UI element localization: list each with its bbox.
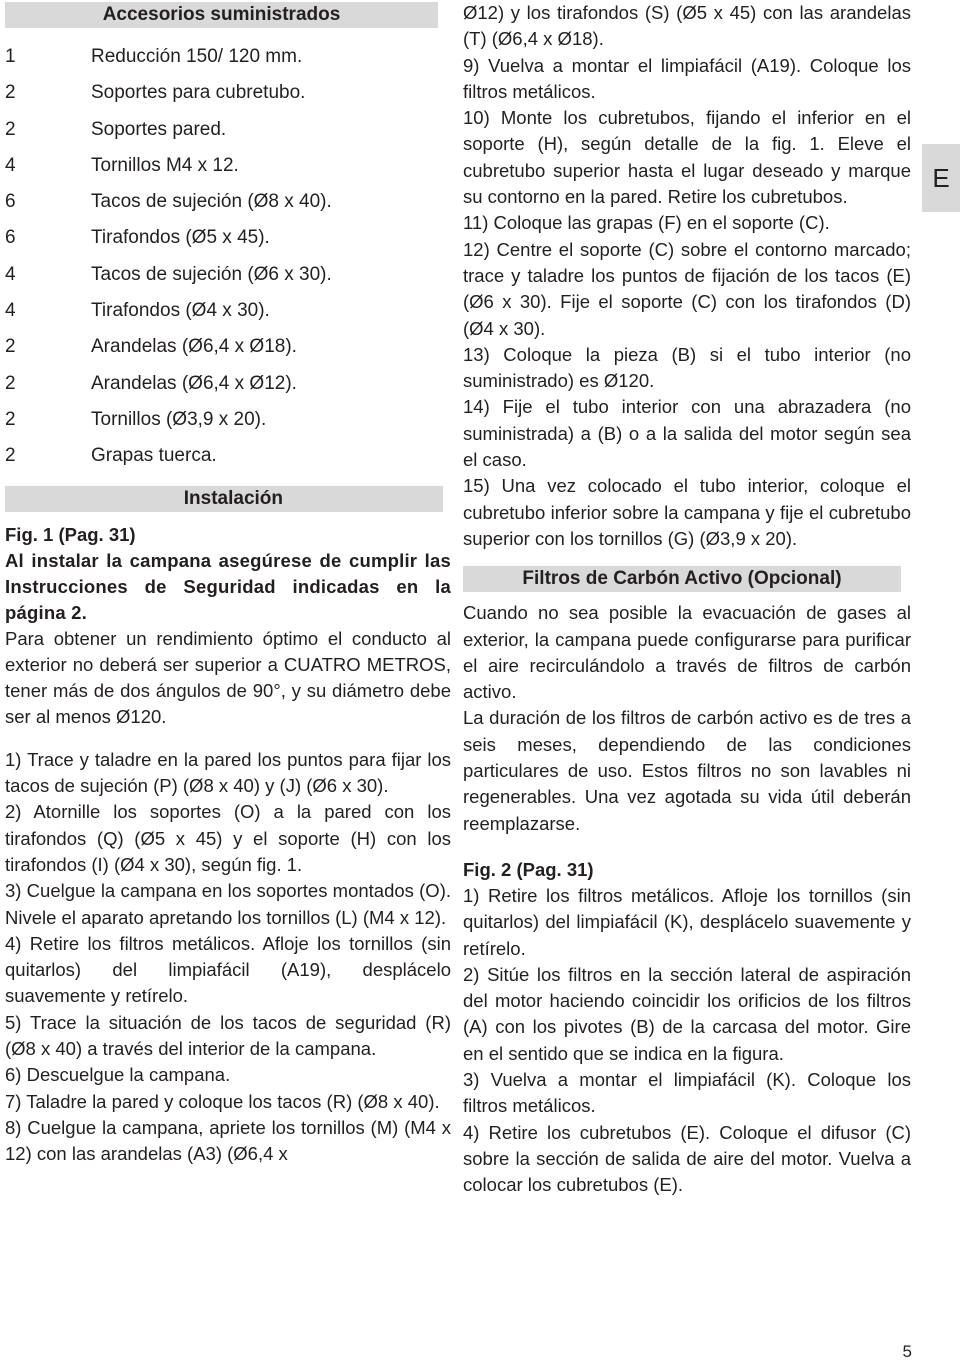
item-text: Tirafondos (Ø5 x 45). <box>91 227 270 249</box>
item-text: Reducción 150/ 120 mm. <box>91 46 303 67</box>
carbon-step: 4) Retire los cubretubos (E). Coloque el difusor (C) sobre la sección de salida de aire del motor. Vuelva a colocar los cubretubos (E). <box>463 1121 911 1196</box>
safety-warning: Al instalar la campana asegúrese de cumplir las Instrucciones de Seguridad indicadas en la página 2. <box>5 549 451 623</box>
carbon-step: 2) Sitúe los filtros en la sección lateral de aspiración del motor haciendo coincidir los orificios de los filtros (A) con los pivotes (B) de la carcasa del motor. Gire en el sentido que se indica en la figura. <box>463 963 911 1064</box>
install-step: 4) Retire los filtros metálicos. Afloje los tornillos (sin quitarlos) del limpiafácil (A19), desplácelo suavemente y retírelo. <box>5 932 451 1007</box>
install-step: 3) Cuelgue la campana en los soportes montados (O). Nivele el aparato apretando los tornillos (L) (M4 x 12). <box>5 880 451 928</box>
list-item <box>5 82 451 118</box>
item-qty: 6 <box>5 227 16 249</box>
carbon-step: 3) Vuelva a montar el limpiafácil (K). Coloque los filtros metálicos. <box>463 1068 911 1117</box>
language-tab: E <box>922 144 960 212</box>
item-qty: 2 <box>5 372 16 394</box>
item-qty: 4 <box>5 263 16 285</box>
installation-title: Instalación <box>183 487 283 509</box>
carbon-filters-title: Filtros de Carbón Activo (Opcional) <box>522 568 842 590</box>
item-text: Grapas tuerca. <box>91 445 217 467</box>
install-step: 1) Trace y taladre en la pared los puntos para fijar los tacos de sujeción (P) (Ø8 x 40) y (J) (Ø6 x 30). <box>5 748 451 797</box>
item-qty: 2 <box>5 408 16 430</box>
item-text: Soportes para cubretubo. <box>91 82 306 104</box>
install-step: 10) Monte los cubretubos, fijando el inferior en el soporte (H), según detalle de la fig. 1. Eleve el cubretubo superior hasta el lugar deseado y marque su contorno en la pared. Retire los cubretubos. <box>463 107 911 208</box>
item-text: Tirafondos (Ø4 x 30). <box>91 300 270 322</box>
list-item <box>5 46 451 82</box>
install-step: Ø12) y los tirafondos (S) (Ø5 x 45) con las arandelas (T) (Ø6,4 x Ø18). <box>463 2 911 50</box>
install-step: 15) Una vez colocado el tubo interior, coloque el cubretubo inferior sobre la campana y fije el cubretubo superior con los tornillos (G) (Ø3,9 x 20). <box>463 475 911 549</box>
install-step: 5) Trace la situación de los tacos de seguridad (R) (Ø8 x 40) a través del interior de la campana. <box>5 1011 451 1060</box>
item-text: Tacos de sujeción (Ø6 x 30). <box>91 263 332 285</box>
list-item <box>5 191 451 227</box>
install-step: 11) Coloque las grapas (F) en el soporte (C). <box>463 212 830 234</box>
item-qty: 2 <box>5 118 16 140</box>
list-item <box>5 119 451 155</box>
list-item <box>5 300 451 336</box>
install-step: 6) Descuelgue la campana. <box>5 1064 231 1086</box>
install-step: 13) Coloque la pieza (B) si el tubo interior (no suministrado) es Ø120. <box>463 343 911 392</box>
item-qty: 2 <box>5 445 16 467</box>
accessories-title: Accesorios suministrados <box>102 4 341 25</box>
install-step: 8) Cuelgue la campana, apriete los tornillos (M) (M4 x 12) con las arandelas (A3) (Ø6,4 x <box>5 1116 451 1165</box>
list-item <box>5 409 451 445</box>
item-text: Tornillos (Ø3,9 x 20). <box>91 408 267 430</box>
install-step: 2) Atornille los soportes (O) a la pared con los tirafondos (Q) (Ø5 x 45) y el soporte (H) con los tirafondos (I) (Ø4 x 30), según fig. 1. <box>5 801 451 875</box>
left-column <box>5 0 451 1168</box>
item-text: Tacos de sujeción (Ø8 x 40). <box>91 191 332 213</box>
item-qty: 2 <box>5 336 16 358</box>
item-qty: 1 <box>5 46 16 67</box>
item-qty: 6 <box>5 191 16 213</box>
list-item <box>5 227 451 263</box>
installation-heading <box>5 486 443 512</box>
list-item <box>5 373 451 409</box>
list-item <box>5 155 451 191</box>
carbon-filters-heading <box>463 566 901 592</box>
fig-1-title: Fig. 1 (Pag. 31) <box>5 523 136 545</box>
carbon-paragraph: Cuando no sea posible la evacuación de gases al exterior, la campana puede configurarse para purificar el aire recirculándolo a través de filtros de carbón activo. <box>463 602 911 703</box>
accessories-heading <box>5 2 438 28</box>
page-number: 5 <box>902 1342 912 1361</box>
list-item <box>5 264 451 300</box>
right-column <box>463 0 911 1198</box>
item-qty: 2 <box>5 82 16 104</box>
installation-intro: Para obtener un rendimiento óptimo el conducto al exterior no deberá ser superior a CUATRO METROS, tener más de dos ángulos de 90°, y su diámetro debe ser al menos Ø120. <box>5 627 451 728</box>
list-item <box>5 445 451 481</box>
carbon-paragraph: La duración de los filtros de carbón activo es de tres a seis meses, dependiendo de las condiciones particulares de uso. Estos filtros no son lavables ni regenerables. Una vez agotada su vida útil deberán reemplazarse. <box>463 707 911 834</box>
item-qty: 4 <box>5 154 16 176</box>
carbon-step: 1) Retire los filtros metálicos. Afloje los tornillos (sin quitarlos) del limpiafácil (K), desplácelo suavemente y retírelo. <box>463 884 911 959</box>
item-qty: 4 <box>5 300 16 322</box>
item-text: Tornillos M4 x 12. <box>91 154 239 176</box>
item-text: Arandelas (Ø6,4 x Ø18). <box>91 336 297 358</box>
install-step: 9) Vuelva a montar el limpiafácil (A19). Coloque los filtros metálicos. <box>463 54 911 102</box>
install-step: 12) Centre el soporte (C) sobre el contorno marcado; trace y taladre los puntos de fijación de los tacos (E) (Ø6 x 30). Fije el soporte (C) con los tirafondos (D) (Ø4 x 30). <box>463 238 911 339</box>
install-step: 7) Taladre la pared y coloque los tacos (R) (Ø8 x 40). <box>5 1090 440 1112</box>
item-text: Arandelas (Ø6,4 x Ø12). <box>91 372 297 394</box>
item-text: Soportes pared. <box>91 118 227 140</box>
install-step: 14) Fije el tubo interior con una abrazadera (no suministrada) a (B) o a la salida del motor según sea el caso. <box>463 396 911 471</box>
list-item <box>5 336 451 372</box>
accessories-list <box>5 46 451 482</box>
fig-2-title: Fig. 2 (Pag. 31) <box>463 858 594 880</box>
